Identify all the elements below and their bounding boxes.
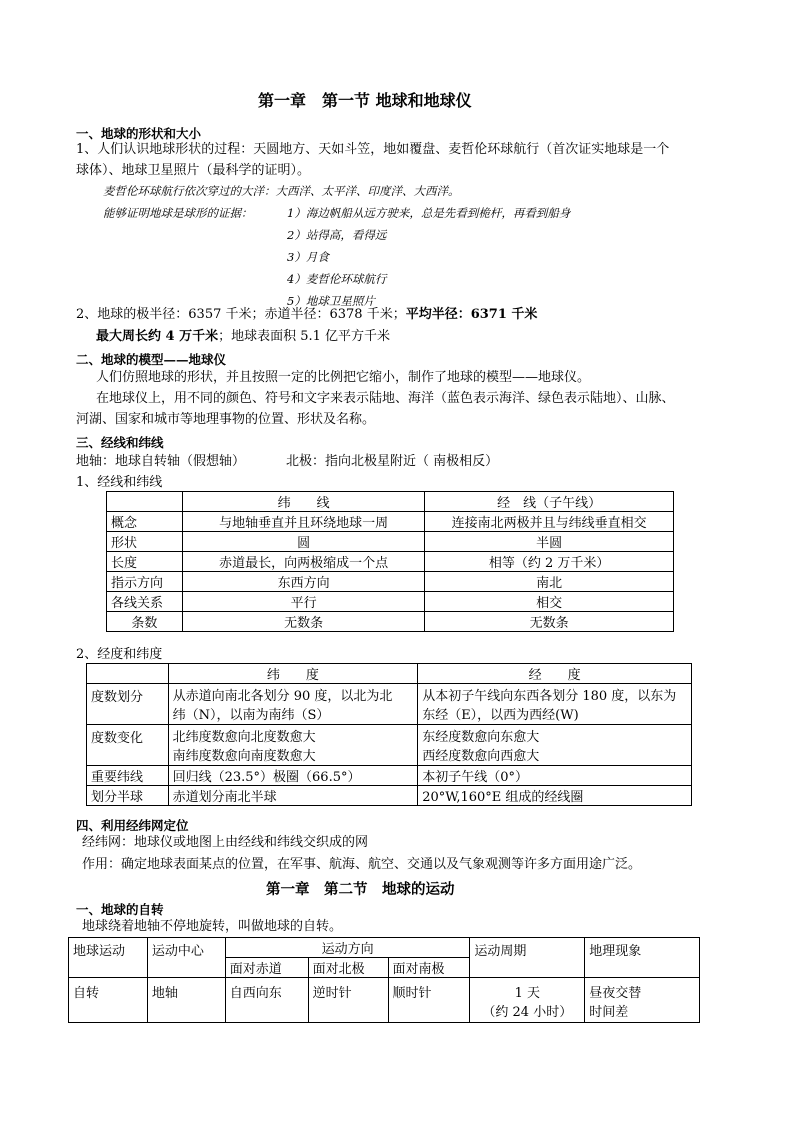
table-cell: 20°W,160°E 组成的经线圈 bbox=[418, 786, 692, 806]
table-cell: 赤道最长，向两极缩成一个点 bbox=[182, 552, 424, 572]
paragraph: 河湖、国家和城市等地理事物的位置、形状及名称。 bbox=[76, 412, 376, 427]
table-cell: 顺时针 bbox=[388, 978, 470, 1023]
cell-line: 从赤道向南北各划分 90 度，以北为北 bbox=[172, 689, 393, 704]
table-cell: 无数条 bbox=[182, 612, 424, 632]
cell-line: 南纬度数愈向南度数愈大 bbox=[172, 749, 316, 764]
mean-radius: 平均半径：6371 千米 bbox=[405, 307, 538, 322]
table-cell: 运动周期 bbox=[470, 938, 585, 978]
subheading: 1、经线和纬线 bbox=[76, 475, 163, 490]
table-row bbox=[107, 552, 674, 572]
table-cell: 度数变化 bbox=[87, 725, 169, 766]
table-cell: 面对南极 bbox=[388, 958, 470, 978]
table-row bbox=[87, 725, 692, 766]
paragraph bbox=[96, 326, 390, 347]
section-title: 第一章 第二节 地球的运动 bbox=[266, 881, 455, 898]
section-heading-shape: 一、地球的形状和大小 bbox=[76, 126, 202, 141]
table-header-row bbox=[87, 664, 692, 684]
surface-area: ；地球表面积 5.1 亿平方千米 bbox=[218, 329, 391, 344]
table-cell: 圆 bbox=[182, 532, 424, 552]
table-cell: 赤道划分南北半球 bbox=[168, 786, 418, 806]
evidence-item: 3）月食 bbox=[287, 250, 329, 264]
table-cell: 本初子午线（0°） bbox=[418, 766, 692, 786]
table-cell: 重要纬线 bbox=[87, 766, 169, 786]
cell-line: 昼夜交替 bbox=[589, 986, 642, 1001]
table-cell: 经 线（子午线） bbox=[425, 492, 674, 512]
paragraph: 人们仿照地球的形状，并且按照一定的比例把它缩小，制作了地球的模型——地球仪。 bbox=[96, 370, 591, 385]
table-cell: 无数条 bbox=[425, 612, 674, 632]
table-cell bbox=[168, 725, 418, 766]
table-cell: 纬 线 bbox=[182, 492, 424, 512]
paragraph: 在地球仪上，用不同的颜色、符号和文字来表示陆地、海洋（蓝色表示海洋、绿色表示陆地）、山脉、 bbox=[96, 391, 675, 406]
table-row bbox=[107, 612, 674, 632]
evidence-item: 4）麦哲伦环球航行 bbox=[287, 272, 387, 286]
circumference: 最大周长约 4 万千米 bbox=[96, 329, 219, 344]
paragraph: 作用：确定地球表面某点的位置，在军事、航海、航空、交通以及气象观测等许多方面用途广泛。 bbox=[82, 857, 642, 872]
paragraph bbox=[76, 304, 537, 325]
axis-text: 地轴：地球自转轴（假想轴） bbox=[76, 454, 246, 469]
radius-text: 2、地球的极半径：6357 千米；赤道半径：6378 千米； bbox=[76, 307, 406, 322]
table-cell: 回归线（23.5°）极圈（66.5°） bbox=[168, 766, 418, 786]
table-cell: 经 度 bbox=[418, 664, 692, 684]
north-text: 北极：指向北极星附近（ 南极相反） bbox=[286, 454, 499, 469]
cell-line: 东经度数愈向东愈大 bbox=[422, 730, 540, 745]
table-row bbox=[107, 592, 674, 612]
table-row bbox=[87, 786, 692, 806]
table-cell: 形状 bbox=[107, 532, 183, 552]
table-cell: 与地轴垂直并且环绕地球一周 bbox=[182, 512, 424, 532]
note: 麦哲伦环球航行依次穿过的大洋：大西洋、太平洋、印度洋、大西洋。 bbox=[103, 184, 460, 198]
table-header-row bbox=[107, 492, 674, 512]
table-row bbox=[107, 572, 674, 592]
table-cell: 划分半球 bbox=[87, 786, 169, 806]
paragraph: 球体）、地球卫星照片（最科学的证明）。 bbox=[76, 163, 311, 178]
cell-line: 1 天 bbox=[514, 986, 541, 1001]
table-row bbox=[87, 766, 692, 786]
page-title: 第一章 第一节 地球和地球仪 bbox=[258, 91, 472, 110]
table-cell: 纬 度 bbox=[168, 664, 418, 684]
table-cell bbox=[107, 492, 183, 512]
table-cell: 面对北极 bbox=[308, 958, 388, 978]
evidence-item: 5）地球卫星照片 bbox=[287, 294, 375, 308]
subheading: 2、经度和纬度 bbox=[76, 647, 163, 662]
table-cell: 地球运动 bbox=[69, 938, 148, 978]
cell-line: 西经度数愈向西愈大 bbox=[422, 749, 540, 764]
table-cell: 条数 bbox=[107, 612, 183, 632]
table-cell: 自西向东 bbox=[225, 978, 308, 1023]
table-cell: 连接南北两极并且与纬线垂直相交 bbox=[425, 512, 674, 532]
table-cell: 长度 bbox=[107, 552, 183, 572]
table-header-row bbox=[69, 938, 700, 958]
table-cell: 南北 bbox=[425, 572, 674, 592]
table-cell bbox=[168, 684, 418, 725]
paragraph: 经纬网：地球仪或地图上由经线和纬线交织成的网 bbox=[82, 835, 369, 850]
section-heading-rotation: 一、地球的自转 bbox=[76, 902, 164, 917]
table-cell: 指示方向 bbox=[107, 572, 183, 592]
table-cell: 自转 bbox=[69, 978, 148, 1023]
table-cell: 面对赤道 bbox=[225, 958, 308, 978]
section-heading-lines: 三、经线和纬线 bbox=[76, 435, 164, 450]
table-cell: 运动中心 bbox=[147, 938, 225, 978]
table-cell: 东西方向 bbox=[182, 572, 424, 592]
table-row bbox=[87, 684, 692, 725]
table-cell bbox=[470, 978, 585, 1023]
cell-line: 时间差 bbox=[589, 1005, 629, 1020]
table-cell: 运动方向 bbox=[225, 938, 470, 958]
cell-line: 纬（N），以南为南纬（S） bbox=[172, 708, 330, 723]
table-cell bbox=[418, 684, 692, 725]
table-cell: 地理现象 bbox=[585, 938, 700, 978]
table-cell: 平行 bbox=[182, 592, 424, 612]
section-heading-grid: 四、利用经纬网定位 bbox=[76, 818, 189, 833]
cell-line: 从本初子午线向东西各划分 180 度，以东为 bbox=[422, 689, 677, 704]
table-cell: 各线关系 bbox=[107, 592, 183, 612]
table-row bbox=[107, 532, 674, 552]
table-cell: 地轴 bbox=[147, 978, 225, 1023]
section-heading-globe: 二、地球的模型——地球仪 bbox=[76, 352, 227, 367]
table-cell: 半圆 bbox=[425, 532, 674, 552]
table-cell: 相交 bbox=[425, 592, 674, 612]
table-row bbox=[107, 512, 674, 532]
table-cell bbox=[87, 664, 169, 684]
table-row bbox=[69, 978, 700, 1023]
evidence-item: 1）海边帆船从远方驶来，总是先看到桅杆，再看到船身 bbox=[287, 206, 571, 220]
table-cell: 相等（约 2 万千米） bbox=[425, 552, 674, 572]
table-cell: 逆时针 bbox=[308, 978, 388, 1023]
cell-line: （约 24 小时） bbox=[482, 1005, 573, 1020]
paragraph: 地球绕着地轴不停地旋转，叫做地球的自转。 bbox=[82, 919, 343, 934]
table-cell bbox=[585, 978, 700, 1023]
evidence-item: 2）站得高，看得远 bbox=[287, 228, 387, 242]
table-longitude-latitude bbox=[86, 663, 692, 806]
table-meridians-parallels bbox=[106, 491, 674, 632]
table-rotation bbox=[68, 937, 700, 1023]
paragraph: 1、人们认识地球形状的过程：天圆地方、天如斗笠，地如覆盘、麦哲伦环球航行（首次证实地球是一个 bbox=[76, 142, 670, 157]
cell-line: 北纬度数愈向北度数愈大 bbox=[172, 730, 316, 745]
table-cell bbox=[418, 725, 692, 766]
table-cell: 度数划分 bbox=[87, 684, 169, 725]
cell-line: 东经（E），以西为西经(W) bbox=[422, 708, 579, 723]
table-cell: 概念 bbox=[107, 512, 183, 532]
note-label: 能够证明地球是球形的证据： bbox=[103, 206, 253, 220]
